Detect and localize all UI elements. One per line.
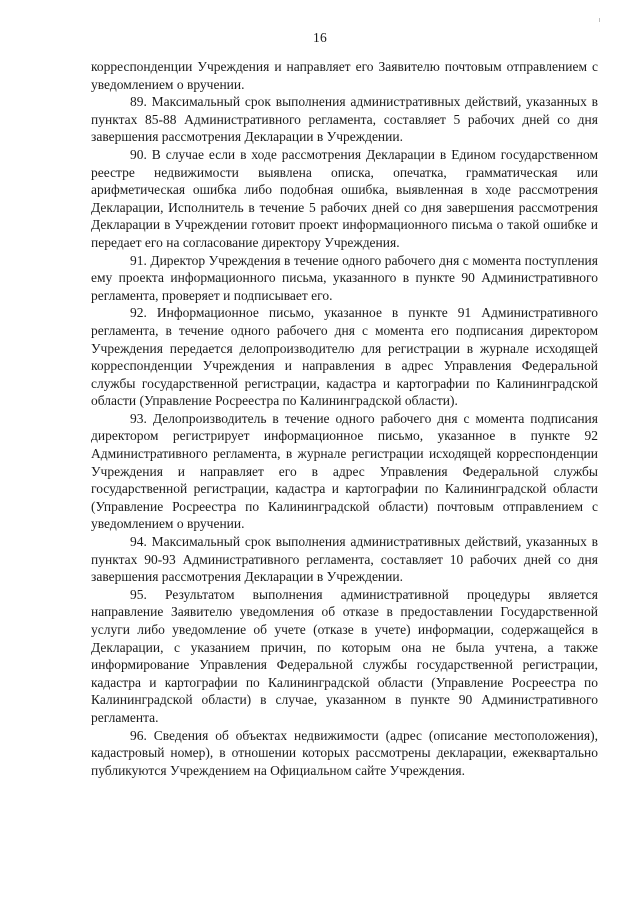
paragraph-94: 94. Максимальный срок выполнения административных действий, указанных в пунктах 90-93 Административного регламента, составляет 10 рабочих дней со дня завершения рассмотрения Декларации в Учреждении. [91,534,598,585]
paragraph-89: 89. Максимальный срок выполнения административных действий, указанных в пунктах 85-88 Административного регламента, составляет 5 рабочих дней со дня завершения рассмотрения Декларации в Учреждении. [91,94,598,145]
paragraph-92: 92. Информационное письмо, указанное в пункте 91 Административного регламента, в течение одного рабочего дня с момента его подписания директором Учреждения передается делопроизводителю для регистрации в журнале исходящей корреспонденции Учреждения и направления в адрес Управления Федеральной службы государственной регистрации, кадастра и картографии по Калининградской области (Управление Росреестра по Калининградской области). [91,305,598,409]
paragraph-95: 95. Результатом выполнения административной процедуры является направление Заявителю уведомления об отказе в предоставлении Государственной услуги либо уведомление об учете (отказе в учете) информации, содержащейся в Декларации, с указанием причин, по которым она не была учтена, а также информирование Управления Федеральной службы государственной регистрации, кадастра и картографии по Калининградской области (Управление Росреестра по Калининградской области) в случае, указанном в пункте 90 Административного регламента. [91,586,598,725]
paragraph-96: 96. Сведения об объектах недвижимости (адрес (описание местоположения), кадастровый номер), в отношении которых рассмотрены декларации, ежеквартально публикуются Учреждением на Официальном сайте Учреждения. [91,727,598,778]
page-number: 16 [312,30,328,45]
document-body [91,58,598,779]
paragraph-90: 90. В случае если в ходе рассмотрения Декларации в Едином государственном реестре недвижимости выявлена описка, опечатка, грамматическая или арифметическая ошибка либо подобная ошибка, выявленная в ходе рассмотрения Декларации, Исполнитель в течение 5 рабочих дней со дня завершения рассмотрения Декларации в Учреждении готовит проект информационного письма о такой ошибке и передает его на согласование директору Учреждения. [91,146,598,250]
scan-mark [599,18,600,22]
paragraph-88-continuation: корреспонденции Учреждения и направляет его Заявителю почтовым отправлением с уведомлением о вручении. [91,59,598,92]
paragraph-91: 91. Директор Учреждения в течение одного рабочего дня с момента поступления ему проекта информационного письма, указанного в пункте 90 Административного регламента, проверяет и подписывает его. [91,252,598,303]
paragraph-93: 93. Делопроизводитель в течение одного рабочего дня с момента подписания директором регистрирует информационное письмо, указанное в пункте 92 Административного регламента, в журнале регистрации исходящей корреспонденции Учреждения и направляет его в адрес Управления Федеральной службы государственной регистрации, кадастра и картографии по Калининградской области (Управление Росреестра по Калининградской области) почтовым отправлением с уведомлением о вручении. [91,410,598,532]
